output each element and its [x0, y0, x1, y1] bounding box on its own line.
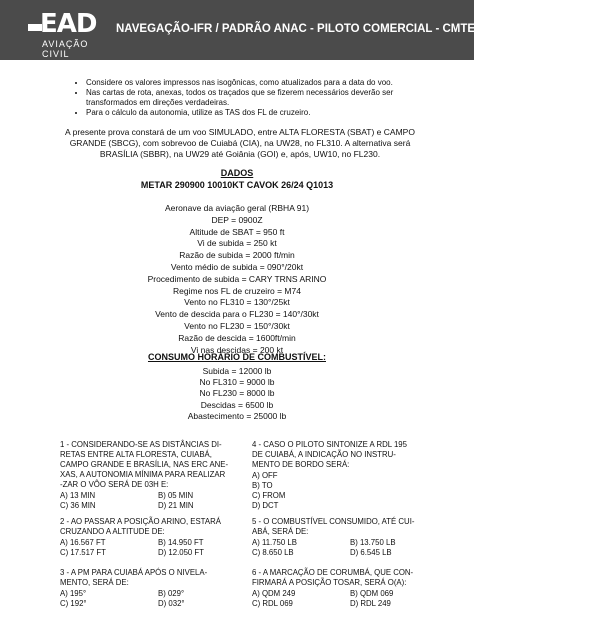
option-d: D) 21 MIN [158, 501, 194, 510]
answer-options [60, 491, 256, 511]
instruction-item: • Para o cálculo da autonomia, utilize as TAS dos FL de cruzeiro. [86, 108, 446, 118]
fuel-consumption-list [0, 366, 474, 422]
option-a: A) OFF [252, 471, 278, 480]
option-d: D) RDL 249 [350, 599, 391, 608]
option-a: A) 16.567 FT [60, 538, 106, 547]
question-text [60, 440, 256, 490]
answer-options [252, 471, 448, 511]
question-text [252, 568, 448, 588]
data-line: Vento médio de subida = 090°/20kt [170, 261, 304, 272]
question-line: -ZAR O VÔO SERÁ DE 03H E: [60, 480, 169, 489]
question-line: FIRMARÁ A POSIÇÃO TOSAR, SERÁ O(A): [252, 578, 407, 587]
data-line: Vento de descida para o FL230 = 140°/30kt [155, 309, 319, 320]
answer-options [60, 538, 256, 558]
option-c: C) 36 MIN [60, 501, 96, 510]
option-a: A) 13 MIN [60, 491, 96, 500]
question-line: ABÁ, SERÁ DE: [252, 527, 309, 536]
header-banner [0, 0, 589, 60]
option-d: D) DCT [252, 501, 279, 510]
question-text [252, 517, 448, 537]
consumo-line: Subida = 12000 lb [202, 366, 272, 376]
question-2 [60, 517, 256, 558]
header-title: NAVEGAÇÃO-IFR / PADRÃO ANAC - PILOTO COMERCIAL - CMTE. MAURÍLIO DANTAS [116, 23, 589, 35]
question-line: RETAS ENTRE ALTA FLORESTA, CUIABÁ, [60, 450, 212, 459]
question-1 [60, 440, 256, 511]
option-c: C) 8.650 LB [252, 548, 294, 557]
option-c: C) RDL 069 [252, 599, 293, 608]
instruction-item: • Nas cartas de rota, anexas, todos os traçados que se fizerem necessários deverão ser transformados em direções verdadeiras. [86, 88, 446, 108]
flight-data-list [0, 203, 474, 356]
logo-subtext: AVIAÇÃO CIVIL [42, 39, 89, 59]
question-line: DE CUIABÁ, A INDICAÇÃO NO INSTRU- [252, 450, 396, 459]
option-c: C) 17.517 FT [60, 548, 106, 557]
data-line: Razão de descida = 1600ft/min [178, 332, 296, 343]
option-b: B) QDM 069 [350, 589, 394, 598]
option-d: D) 6.545 LB [350, 548, 392, 557]
question-line: MENTO, SERÁ DE: [60, 578, 129, 587]
question-line: 4 - CASO O PILOTO SINTONIZE A RDL 195 [252, 440, 407, 449]
consumo-title: CONSUMO HORÁRIO DE COMBUSTÍVEL: [147, 352, 326, 362]
data-line: Vi nas descidas = 200 kt [190, 344, 284, 355]
data-line: Vento no FL230 = 150°/30kt [184, 320, 290, 331]
option-b: B) 05 MIN [158, 491, 194, 500]
data-line: Vi de subida = 250 kt [197, 238, 277, 249]
question-line: 1 - CONSIDERANDO-SE AS DISTÂNCIAS DI- [60, 440, 222, 449]
question-4 [252, 440, 448, 511]
option-c: C) FROM [252, 491, 286, 500]
answer-options [252, 589, 448, 609]
consumo-line: Descidas = 6500 lb [200, 399, 274, 410]
option-b: B) 13.750 LB [350, 538, 396, 547]
option-a: A) QDM 249 [252, 589, 296, 598]
question-text [60, 517, 256, 537]
question-line: XAS, A AUTONOMIA MÍNIMA PARA REALIZAR [60, 470, 226, 479]
question-line: CAMPO GRANDE E BRASÍLIA, NAS ERC ANE- [60, 460, 229, 469]
question-3 [60, 568, 256, 609]
option-b: B) 14.950 FT [158, 538, 204, 547]
data-line: Aeronave da aviação geral (RBHA 91) [164, 203, 310, 213]
question-line: MENTO DE BORDO SERÁ: [252, 460, 350, 469]
question-5 [252, 517, 448, 558]
option-b: B) TO [252, 481, 273, 490]
data-line: DEP = 0900Z [211, 214, 263, 225]
metar-line: METAR 290900 10010KT CAVOK 26/24 Q1013 [140, 180, 334, 190]
option-d: D) 032° [158, 599, 185, 608]
question-line: 6 - A MARCAÇÃO DE CORUMBÁ, QUE CON- [252, 568, 414, 577]
answer-options [252, 538, 448, 558]
ead-logo [28, 9, 112, 59]
data-line: Regime nos FL de cruzeiro = M74 [173, 285, 301, 296]
consumo-line: Abastecimento = 25000 lb [187, 410, 287, 421]
option-a: A) 195° [60, 589, 87, 598]
question-line: 3 - A PM PARA CUIABÁ APÓS O NIVELA- [60, 568, 208, 577]
question-text [252, 440, 448, 470]
question-line: 2 - AO PASSAR A POSIÇÃO ARINO, ESTARÁ [60, 517, 221, 526]
intro-paragraph: A presente prova constará de um voo SIMULADO, entre ALTA FLORESTA (SBAT) e CAMPO GRANDE (SBCG), com sobrevoo de Cuiabá (CIA), na UW28, no FL310. A alternativa será BRASÍLIA (SBBR), na UW29 até Goiânia (GOI) e, após, UW10, no FL230. [65, 127, 415, 159]
question-text [60, 568, 256, 588]
option-c: C) 192° [60, 599, 87, 608]
dados-title: DADOS [220, 168, 254, 178]
consumo-line: No FL310 = 9000 lb [199, 377, 275, 388]
question-line: 5 - O COMBUSTÍVEL CONSUMIDO, ATÉ CUI- [252, 517, 415, 526]
instruction-item: • Considere os valores impressos nas isogônicas, como atualizados para a data do voo. [86, 78, 446, 88]
question-6 [252, 568, 448, 609]
data-line: Altitude de SBAT = 950 ft [189, 226, 285, 237]
question-line: CRUZANDO A ALTITUDE DE: [60, 527, 165, 536]
data-line: Vento no FL310 = 130°/25kt [184, 297, 290, 308]
consumo-line: No FL230 = 8000 lb [199, 388, 275, 399]
option-d: D) 12.050 FT [158, 548, 204, 557]
option-b: B) 029° [158, 589, 185, 598]
option-a: A) 11.750 LB [252, 538, 297, 547]
data-line: Razão de subida = 2000 ft/min [179, 250, 295, 261]
logo-text: EAD [40, 9, 97, 39]
answer-options [60, 589, 256, 609]
data-line: Procedimento de subida = CARY TRNS ARINO [147, 273, 327, 284]
instructions-list [72, 78, 446, 118]
